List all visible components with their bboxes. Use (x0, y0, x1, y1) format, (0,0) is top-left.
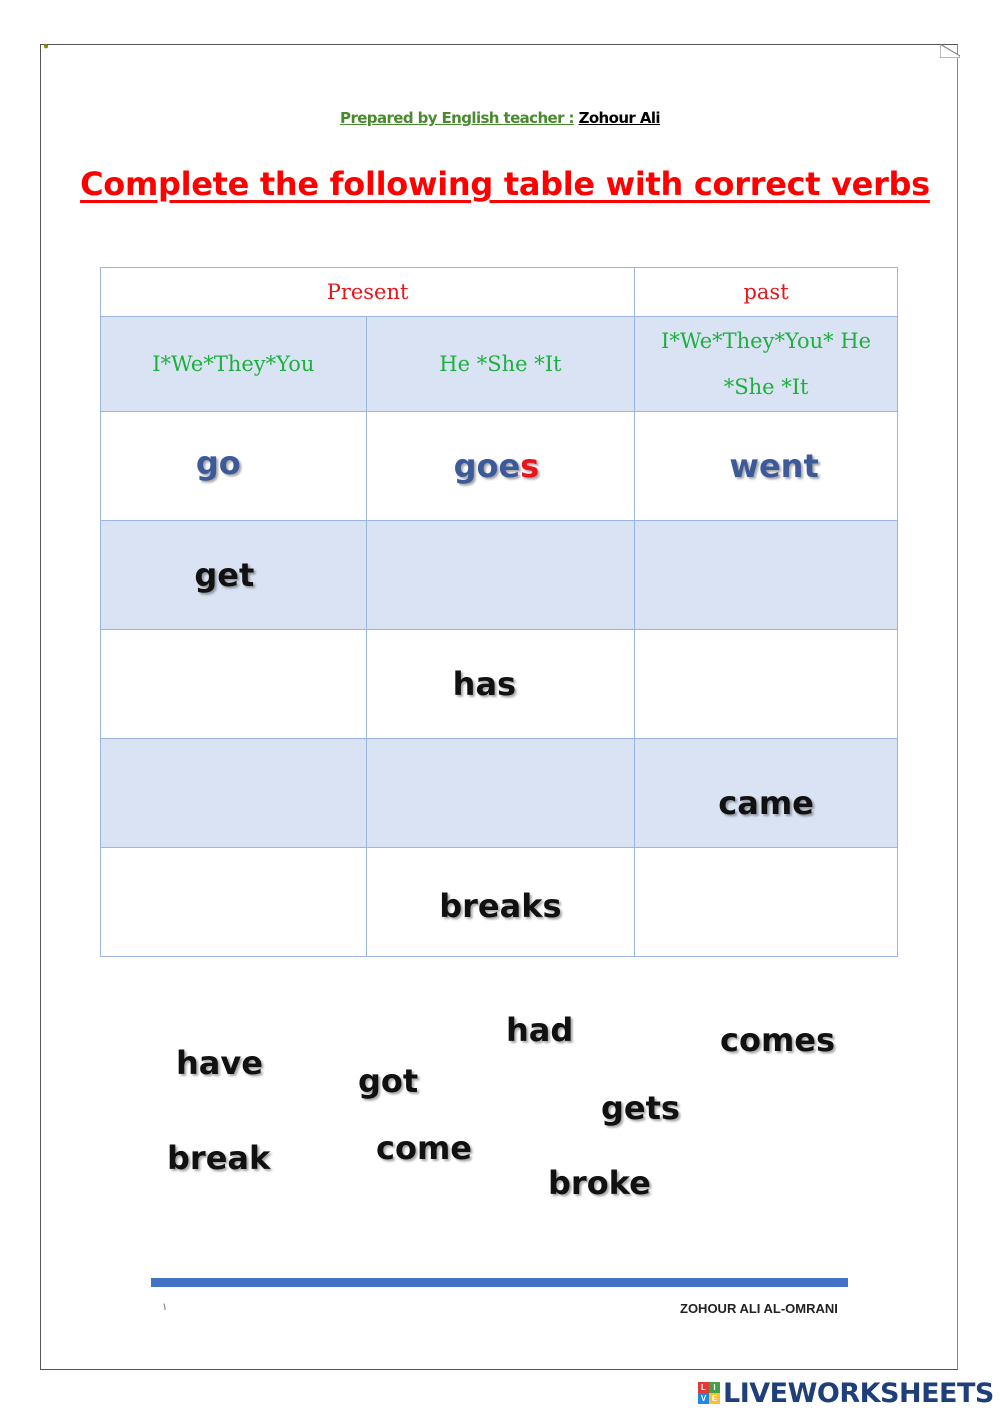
logo-letter: I (709, 1382, 720, 1393)
cell-third[interactable] (366, 848, 635, 957)
verb-past: went (729, 447, 819, 485)
verb-past: came (718, 784, 814, 822)
subheader-third-person: He *She *It (366, 317, 635, 412)
credit-line (0, 109, 1000, 127)
verb-third-stem: goe (453, 447, 521, 485)
cell-third[interactable] (366, 521, 635, 630)
cell-base[interactable] (101, 521, 367, 630)
word-bank-item[interactable]: broke (548, 1164, 651, 1202)
header-past: past (635, 268, 898, 317)
cell-past[interactable] (635, 739, 898, 848)
verb-third-suffix: s (520, 447, 540, 485)
table-row (101, 848, 898, 957)
liveworksheets-logo-icon (698, 1382, 720, 1404)
word-bank-item[interactable]: got (358, 1062, 419, 1100)
cell-base[interactable] (101, 848, 367, 957)
page-curl-icon (940, 44, 960, 58)
subheader-all-text: I*We*They*You* He *She *It (661, 329, 872, 399)
verb-base: go (195, 444, 241, 482)
liveworksheets-brand[interactable] (698, 1376, 994, 1410)
credit-name: Zohour Ali (578, 109, 660, 127)
subject-header-row (101, 317, 898, 412)
cell-past[interactable] (635, 521, 898, 630)
page-number: ١ (162, 1302, 168, 1313)
table-row (101, 630, 898, 739)
logo-letter: E (709, 1393, 720, 1404)
cell-past[interactable] (635, 412, 898, 521)
subheader-all (635, 317, 898, 412)
cell-third[interactable] (366, 630, 635, 739)
logo-letter: V (698, 1393, 709, 1404)
cell-past[interactable] (635, 848, 898, 957)
verb-third: breaks (439, 887, 562, 925)
word-bank-item[interactable]: break (167, 1139, 271, 1177)
cell-third[interactable] (366, 412, 635, 521)
cell-base[interactable] (101, 630, 367, 739)
verb-table (100, 267, 898, 957)
cell-base[interactable] (101, 412, 367, 521)
table-row (101, 521, 898, 630)
verb-base: get (194, 556, 255, 594)
verb-third (454, 447, 540, 485)
word-bank-item[interactable]: had (506, 1011, 574, 1049)
credit-prefix: Prepared by English teacher : (340, 109, 574, 127)
footer-divider (151, 1278, 848, 1287)
word-bank-item[interactable]: come (376, 1129, 472, 1167)
table-row (101, 412, 898, 521)
word-bank-item[interactable]: gets (601, 1089, 680, 1127)
cell-base[interactable] (101, 739, 367, 848)
word-bank-item[interactable]: comes (720, 1021, 836, 1059)
word-bank-item[interactable]: have (176, 1044, 263, 1082)
worksheet-title: Complete the following table with correct verbs (80, 165, 930, 203)
footer-author: ZOHOUR ALI AL-OMRANI (680, 1301, 838, 1316)
header-present: Present (101, 268, 635, 317)
brand-name: LIVEWORKSHEETS (723, 1377, 994, 1409)
group-header-row (101, 268, 898, 317)
subheader-plural: I*We*They*You (101, 317, 367, 412)
table-row (101, 739, 898, 848)
verb-third: has (452, 665, 517, 703)
cell-third[interactable] (366, 739, 635, 848)
cell-past[interactable] (635, 630, 898, 739)
logo-letter: L (698, 1382, 709, 1393)
pin-icon: ● (43, 41, 50, 52)
